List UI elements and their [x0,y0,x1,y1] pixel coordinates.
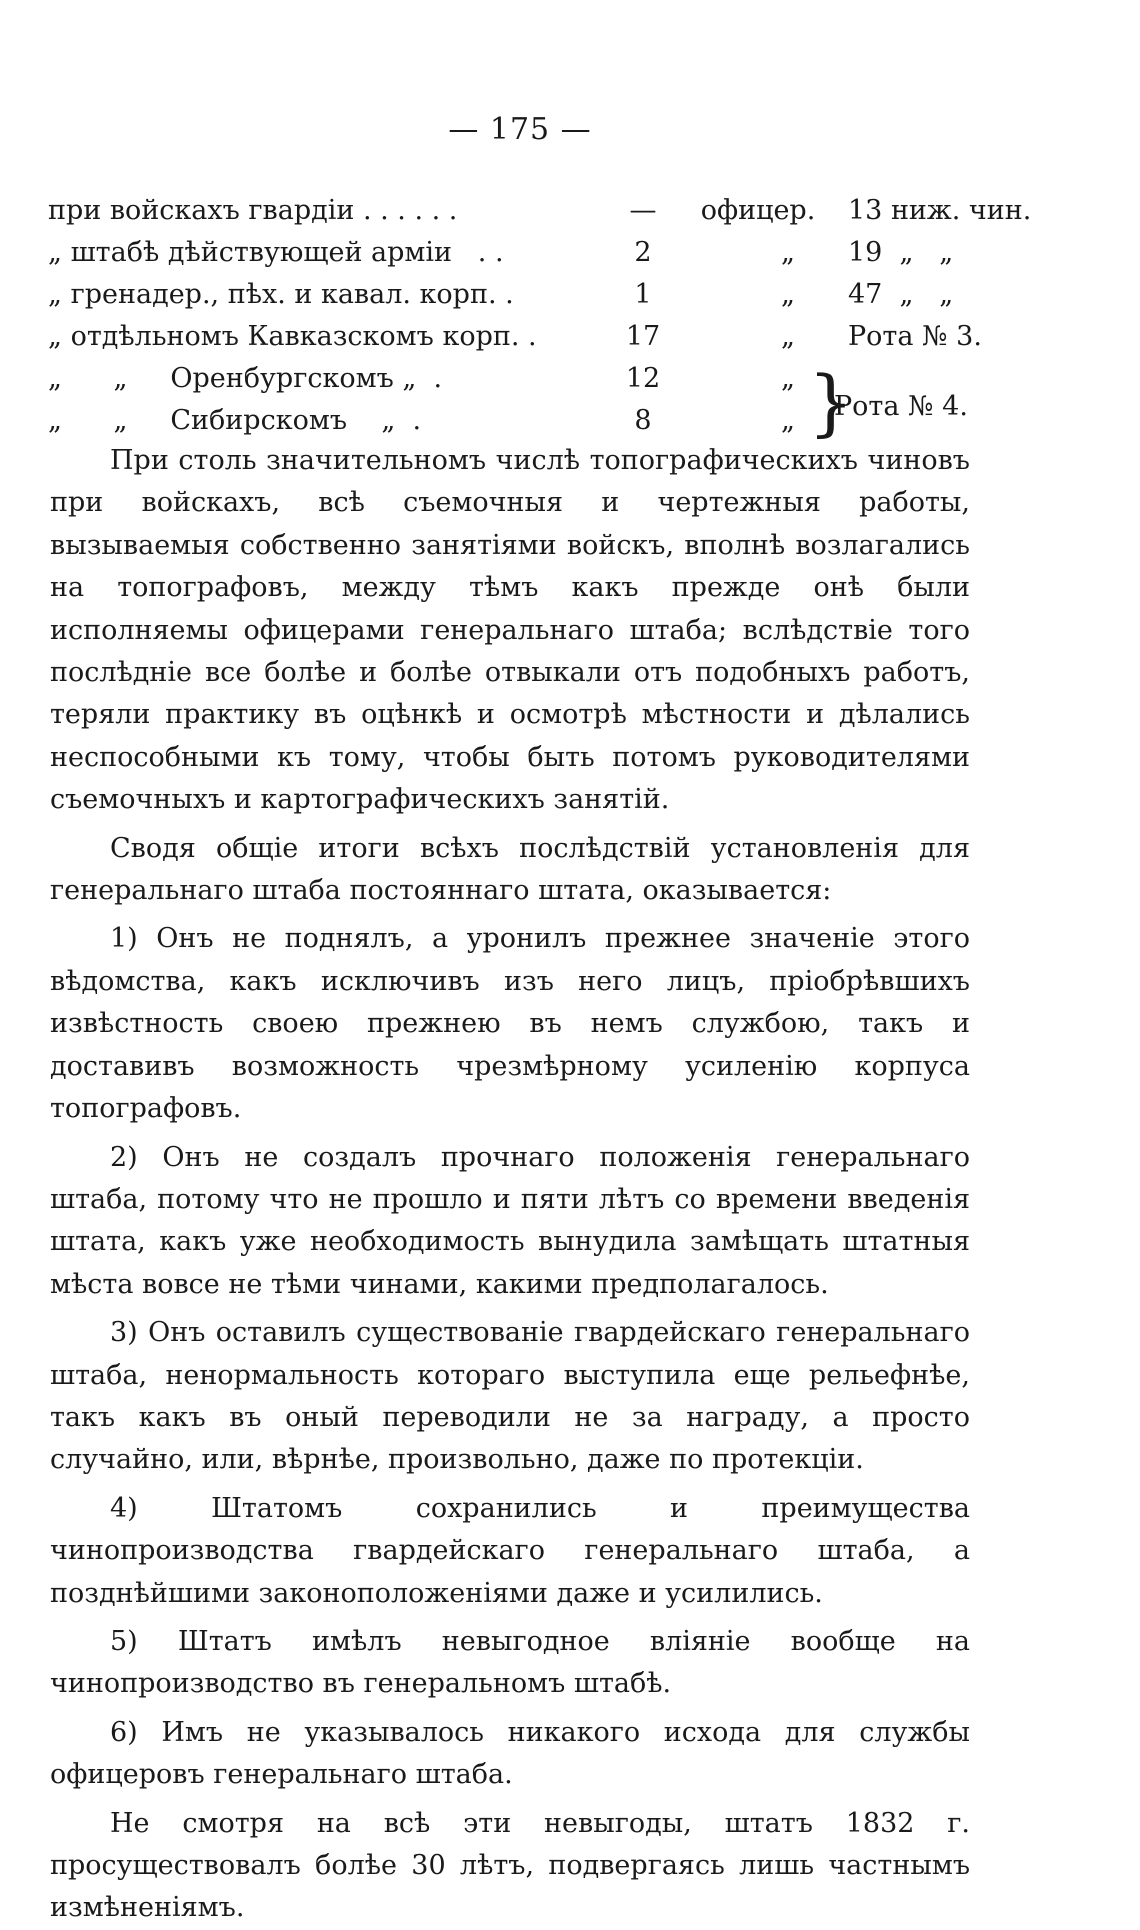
stats-row [48,232,988,274]
list-item: 5) Штатъ имѣлъ невыгодное вліяніе вообще на чинопроизводство въ генеральномъ штабѣ. [50,1625,970,1700]
stats-lower: 19 „ „ [848,237,954,268]
paragraph: При столь значительномъ числѣ топографическихъ чиновъ при войскахъ, всѣ съемочныя и чертежныя работы, вызываемыя собственно занятіями войскъ, вполнѣ возлагались на топографовъ, между тѣмъ какъ прежде онѣ были исполняемы офицерами генеральнаго штаба; вслѣдствіе того послѣдніе все болѣе и болѣе отвыкали отъ подобныхъ работъ, теряли практику въ оцѣнкѣ и осмотрѣ мѣстности и дѣлались неспособными къ тому, чтобы быть потомъ руководителями съемочныхъ и картографическихъ занятій. [50,445,970,816]
stats-unit: „ [781,279,795,310]
brace-glyph: } [808,360,854,444]
stats-unit: „ [781,363,795,394]
stats-lower: 13 ниж. чин. [848,195,1032,226]
list-item: 6) Имъ не указывалось никакого исхода для службы офицеровъ генеральнаго штаба. [50,1716,970,1791]
body-text [50,440,970,1930]
list-item: 4) Штатомъ сохранились и преимущества чинопроизводства гвардейскаго генеральнаго штаба, а позднѣйшими законоположеніями даже и усилились. [50,1492,970,1609]
stats-row [48,316,988,358]
stats-row [48,190,1032,232]
paragraph: Сводя общіе итоги всѣхъ послѣдствій установленія для генеральнаго штаба постояннаго штата, оказывается: [50,832,970,907]
stats-lower: Рота № 3. [848,321,982,352]
stats-unit: „ [781,321,795,352]
stats-unit: офицер. [700,195,816,226]
stats-officers: 8 [634,405,652,436]
stats-label: „ гренадер., пѣх. и кавал. корп. . [48,279,514,310]
stats-unit: „ [781,405,795,436]
stats-table [48,190,1032,444]
stats-unit: „ [781,237,795,268]
stats-officers: 1 [634,279,652,310]
rota-group-label: Рота № 4. [834,391,968,422]
stats-officers: — [629,195,657,226]
stats-row [48,274,988,316]
stats-label: „ „ Оренбургскомъ „ . [48,363,443,394]
stats-label: при войскахъ гвардіи . . . . . . [48,195,458,226]
list-item: 2) Онъ не создалъ прочнаго положенія генеральнаго штаба, потому что не прошло и пяти лѣтъ со времени введенія штата, какъ уже необходимость вынудила замѣщать штатныя мѣста вовсе не тѣми чинами, какими предполагалось. [50,1141,970,1300]
paragraph: Не смотря на всѣ эти невыгоды, штатъ 1832 г. просуществовалъ болѣе 30 лѣтъ, подвергаясь лишь частнымъ измѣненіямъ. [50,1807,970,1924]
stats-officers: 12 [625,363,661,394]
stats-officers: 17 [625,321,661,352]
page-number: — 175 — [448,112,592,147]
list-item: 1) Онъ не поднялъ, а уронилъ прежнее значеніе этого вѣдомства, какъ исключивъ изъ него лицъ, пріобрѣвшихъ извѣстность своею прежнею въ немъ службою, такъ и доставивъ возможность чрезмѣрному усиленію корпуса топографовъ. [50,923,970,1125]
stats-lower: 47 „ „ [848,279,954,310]
stats-officers: 2 [634,237,652,268]
stats-label: „ отдѣльномъ Кавказскомъ корп. . [48,321,537,352]
list-item: 3) Онъ оставилъ существованіе гвардейскаго генеральнаго штаба, ненормальность котораго выступила еще рельефнѣе, такъ какъ въ оный переводили не за награду, а просто случайно, или, вѣрнѣе, произвольно, даже по протекціи. [50,1317,970,1476]
stats-label: „ штабѣ дѣйствующей арміи . . [48,237,504,268]
stats-label: „ „ Сибирскомъ „ . [48,405,422,436]
